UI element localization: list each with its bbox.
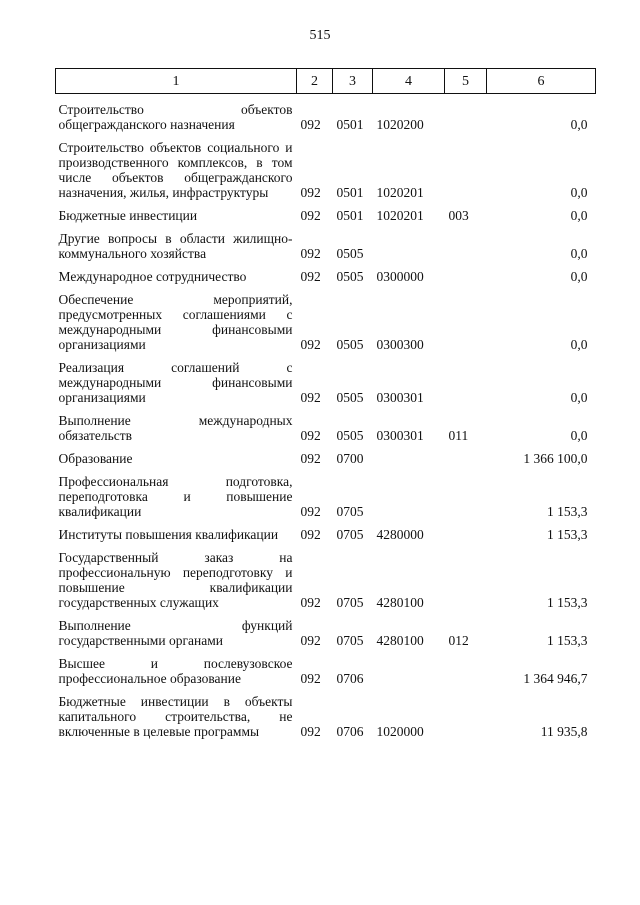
article-code: 0300301: [376, 428, 424, 443]
table-row: [56, 223, 596, 261]
amount: 11 935,8: [540, 724, 588, 739]
section-code: 0505: [336, 269, 364, 284]
expense-type-code: 012: [448, 633, 469, 648]
ministry-code: 092: [300, 671, 321, 686]
table-row: [56, 352, 596, 405]
row-name: Реализация соглашений с международными финансовыми организациями: [58, 360, 293, 405]
amount: 0,0: [570, 390, 588, 405]
section-code: 0705: [336, 527, 364, 542]
amount: 0,0: [570, 208, 588, 223]
ministry-code: 092: [300, 527, 321, 542]
ministry-code: 092: [300, 117, 321, 132]
section-code: 0501: [336, 117, 364, 132]
section-code: 0505: [336, 428, 364, 443]
section-code: 0700: [336, 451, 364, 466]
row-name: Выполнение функций государственными органами: [58, 618, 293, 648]
page-number: 515: [309, 28, 331, 43]
table-row: [56, 132, 596, 200]
amount: 0,0: [570, 269, 588, 284]
amount: 0,0: [570, 246, 588, 261]
row-name: Международное сотрудничество: [58, 269, 247, 284]
row-name: Высшее и послевузовское профессиональное образование: [58, 656, 293, 686]
table-header: [56, 69, 596, 94]
expense-type-code: 011: [448, 428, 469, 443]
expense-type-code: [445, 352, 487, 405]
article-code: 1020200: [376, 117, 424, 132]
section-code: 0505: [336, 390, 364, 405]
section-code: 0501: [336, 208, 364, 223]
table-row: [56, 200, 596, 223]
row-name: Строительство объектов общегражданского назначения: [58, 102, 293, 132]
ministry-code: 092: [300, 428, 321, 443]
article-code: [373, 223, 445, 261]
article-code: [373, 443, 445, 466]
table-row: [56, 686, 596, 739]
row-name: Обеспечение мероприятий, предусмотренных соглашениями с международными финансовыми организациями: [58, 292, 293, 352]
table-row: [56, 519, 596, 542]
row-name: Строительство объектов социального и производственного комплексов, в том числе объектов общегражданского назначения, жилья, инфраструктуры: [58, 140, 293, 200]
table-row: [56, 443, 596, 466]
section-code: 0705: [336, 504, 364, 519]
expense-type-code: 003: [448, 208, 469, 223]
expense-type-code: [445, 466, 487, 519]
table-row: [56, 466, 596, 519]
row-name: Институты повышения квалификации: [58, 527, 279, 542]
row-name: Бюджетные инвестиции: [58, 208, 198, 223]
expense-type-code: [445, 132, 487, 200]
table-row: [56, 284, 596, 352]
row-name: Государственный заказ на профессиональную переподготовку и повышение квалификации государственных служащих: [58, 550, 293, 610]
article-code: 4280000: [376, 527, 424, 542]
ministry-code: 092: [300, 390, 321, 405]
article-code: 4280100: [376, 633, 424, 648]
section-code: 0706: [336, 671, 364, 686]
section-code: 0705: [336, 595, 364, 610]
amount: 1 153,3: [547, 633, 588, 648]
row-name: Бюджетные инвестиции в объекты капитального строительства, не включенные в целевые программы: [58, 694, 293, 739]
table-row: [56, 610, 596, 648]
table-row: [56, 94, 596, 133]
header-col-4: 4: [373, 69, 445, 94]
expense-type-code: [445, 443, 487, 466]
article-code: [373, 466, 445, 519]
article-code: 0300300: [376, 337, 424, 352]
expense-type-code: [445, 519, 487, 542]
ministry-code: 092: [300, 208, 321, 223]
amount: 0,0: [570, 337, 588, 352]
expense-type-code: [445, 223, 487, 261]
header-col-2: 2: [297, 69, 333, 94]
amount: 1 364 946,7: [523, 671, 588, 686]
ministry-code: 092: [300, 337, 321, 352]
amount: 1 153,3: [547, 595, 588, 610]
article-code: [373, 648, 445, 686]
section-code: 0705: [336, 633, 364, 648]
ministry-code: 092: [300, 504, 321, 519]
ministry-code: 092: [300, 724, 321, 739]
expense-type-code: [445, 94, 487, 133]
amount: 1 153,3: [547, 527, 588, 542]
article-code: 1020201: [376, 208, 424, 223]
ministry-code: 092: [300, 269, 321, 284]
row-name: Профессиональная подготовка, переподготовка и повышение квалификации: [58, 474, 293, 519]
section-code: 0501: [336, 185, 364, 200]
budget-table: [55, 68, 596, 739]
header-col-3: 3: [333, 69, 373, 94]
article-code: 4280100: [376, 595, 424, 610]
section-code: 0505: [336, 337, 364, 352]
table-row: [56, 648, 596, 686]
ministry-code: 092: [300, 595, 321, 610]
table-row: [56, 542, 596, 610]
article-code: 0300000: [376, 269, 424, 284]
expense-type-code: [445, 261, 487, 284]
header-col-1: 1: [56, 69, 297, 94]
header-row: [56, 69, 596, 94]
header-col-5: 5: [445, 69, 487, 94]
article-code: 1020000: [376, 724, 424, 739]
row-name: Другие вопросы в области жилищно-коммунального хозяйства: [58, 231, 293, 261]
table-body: [56, 94, 596, 740]
expense-type-code: [445, 284, 487, 352]
ministry-code: 092: [300, 633, 321, 648]
expense-type-code: [445, 686, 487, 739]
amount: 1 366 100,0: [523, 451, 588, 466]
header-col-6: 6: [487, 69, 596, 94]
table-row: [56, 261, 596, 284]
expense-type-code: [445, 542, 487, 610]
article-code: 0300301: [376, 390, 424, 405]
amount: 0,0: [570, 428, 588, 443]
ministry-code: 092: [300, 246, 321, 261]
amount: 0,0: [570, 117, 588, 132]
amount: 0,0: [570, 185, 588, 200]
section-code: 0505: [336, 246, 364, 261]
row-name: Образование: [58, 451, 133, 466]
amount: 1 153,3: [547, 504, 588, 519]
ministry-code: 092: [300, 451, 321, 466]
table-row: [56, 405, 596, 443]
article-code: 1020201: [376, 185, 424, 200]
row-name: Выполнение международных обязательств: [58, 413, 293, 443]
expense-type-code: [445, 648, 487, 686]
section-code: 0706: [336, 724, 364, 739]
ministry-code: 092: [300, 185, 321, 200]
